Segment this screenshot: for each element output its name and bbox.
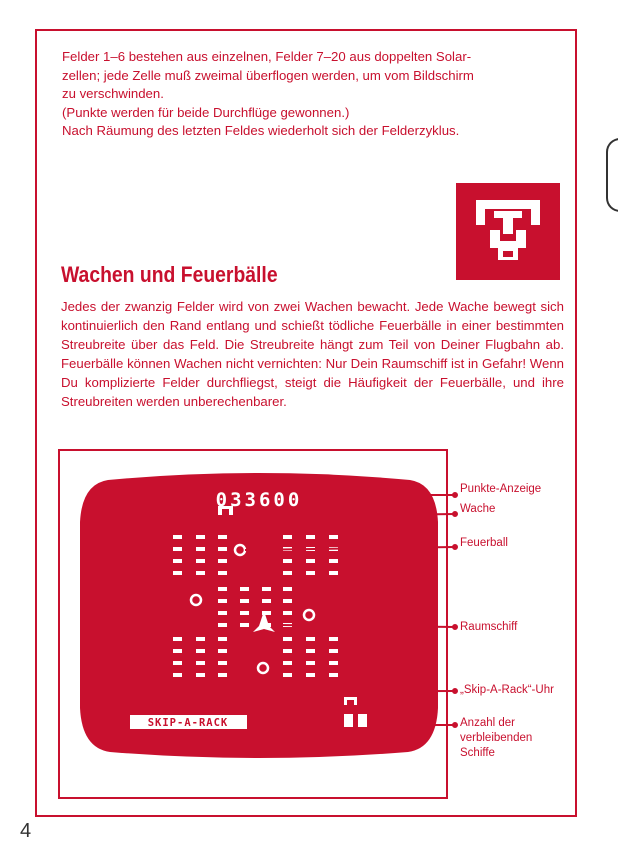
intro-line: zellen; jede Zelle muß zweimal überflogen werden, um vom Bildschirm (62, 67, 474, 83)
binding-edge (606, 138, 618, 212)
label-ships-left-line: Anzahl der (460, 717, 515, 729)
label-guard: Wache (460, 503, 496, 515)
label-clock: „Skip-A-Rack“-Uhr (460, 684, 554, 696)
label-ships-left-line: Schiffe (460, 747, 495, 759)
intro-line: Felder 1–6 bestehen aus einzelnen, Felder 7–20 aus doppelten Solar- (62, 49, 472, 64)
label-ships-left-line: verbleibenden (460, 732, 533, 744)
page-number: 4 (20, 820, 32, 842)
label-ships-left (460, 716, 532, 761)
intro-line: (Punkte werden für beide Durchflüge gewonnen.) (62, 104, 350, 120)
section-body: Jedes der zwanzig Felder wird von zwei Wachen bewacht. Jede Wache bewegt sich kontinuierlich den Rand entlang und schießt tödliche Feuerbälle in einer bestimmten Streubreite über das Feld. Die Streubreite hängt zum Teil von Deiner Flugbahn ab. Feuerbälle können Wachen nicht vernichten: Nur Dein Raumschiff ist in Gefahr! Wenn Du komplizierte Felder durchfliegst, steigt die Häufigkeit der Feuerbälle, und ihre Streubreiten werden unberechenbarer. (61, 299, 564, 409)
score-readout: 033600 (215, 489, 303, 511)
intro-line: Nach Räumung des letzten Feldes wiederholt sich der Felderzyklus. (62, 123, 460, 139)
intro-line: zu verschwinden. (62, 86, 164, 102)
label-fireball: Feuerball (460, 537, 508, 549)
label-ship: Raumschiff (460, 621, 518, 633)
label-score: Punkte-Anzeige (460, 483, 542, 495)
section-heading: Wachen und Feuerbälle (61, 262, 278, 287)
skip-a-rack-label: SKIP-A-RACK (147, 717, 229, 729)
